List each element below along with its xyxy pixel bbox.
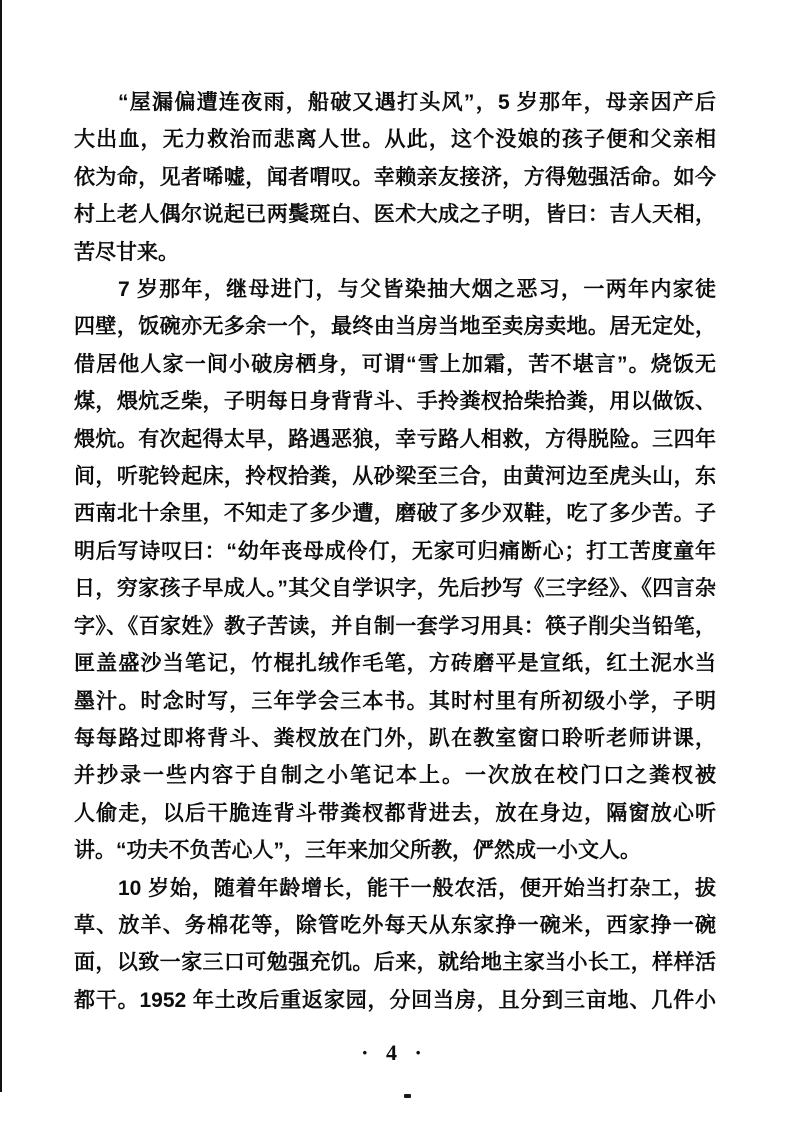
text-line: 每每路过即将背斗、粪杈放在门外，趴在教室窗口聆听老师讲课， bbox=[74, 726, 716, 750]
text-line: 讲。“功夫不负苦心人”，三年来加父所教，俨然成一小文人。 bbox=[74, 839, 641, 863]
text-line: 依为命，见者唏嘘，闻者喟叹。幸赖亲友接济，方得勉强活命。如今 bbox=[74, 165, 716, 189]
paragraph-2 bbox=[74, 271, 716, 870]
text-line: 面，以致一家三口可勉强充饥。后来，就给地主家当小长工，样样活 bbox=[74, 951, 716, 975]
left-edge-scan-line bbox=[0, 0, 2, 1092]
text-line: 苦尽甘来。 bbox=[74, 240, 179, 264]
text-line: 村上老人偶尔说起已两鬓斑白、医术大成之子明，皆曰：吉人天相， bbox=[74, 203, 716, 227]
text-line: 字》、《百家姓》教子苦读，并自制一套学习用具：筷子削尖当铅笔， bbox=[74, 614, 716, 638]
text-line: 都干。1952 年土改后重返家园，分回当房，且分到三亩地、几件小 bbox=[74, 988, 716, 1012]
text-line: “屋漏偏遭连夜雨，船破又遇打头风”，5 岁那年，母亲因产后 bbox=[118, 91, 716, 114]
text-line: 大出血，无力救治而悲离人世。从此，这个没娘的孩子便和父亲相 bbox=[74, 128, 716, 152]
text-line: 煤，煨炕乏柴，子明每日身背背斗、手拎粪杈拾柴拾粪，用以做饭、 bbox=[74, 390, 716, 414]
text-line: 草、放羊、务棉花等，除管吃外每天从东家挣一碗米，西家挣一碗 bbox=[74, 913, 716, 937]
text-line: 四壁，饭碗亦无多余一个，最终由当房当地至卖房卖地。居无定处， bbox=[74, 315, 716, 339]
text-line: 借居他人家一间小破房栖身，可谓“雪上加霜，苦不堪言”。烧饭无 bbox=[74, 352, 716, 376]
paragraph-3 bbox=[74, 870, 716, 1020]
text-line: 10 岁始，随着年龄增长，能干一般农活，便开始当打杂工，拔 bbox=[118, 876, 716, 900]
text-line: 日，穷家孩子早成人。”其父自学识字，先后抄写《三字经》、《四言杂 bbox=[74, 577, 716, 601]
paragraph-1 bbox=[74, 84, 716, 271]
text-line: 明后写诗叹曰：“幼年丧母成伶仃，无家可归痛断心；打工苦度童年 bbox=[74, 539, 716, 563]
ink-speck bbox=[404, 1094, 411, 1098]
text-line: 7 岁那年，继母进门，与父皆染抽大烟之恶习，一两年内家徒 bbox=[118, 278, 716, 302]
text-line: 并抄录一些内容于自制之小笔记本上。一次放在校门口之粪杈被 bbox=[74, 764, 716, 788]
text-line: 匣盖盛沙当笔记，竹棍扎绒作毛笔，方砖磨平是宣纸，红土泥水当 bbox=[74, 652, 716, 676]
text-line: 间，听驼铃起床，拎杈拾粪，从砂梁至三合，由黄河边至虎头山，东 bbox=[74, 465, 716, 489]
text-block bbox=[74, 84, 716, 1019]
text-line: 煨炕。有次起得太早，路遇恶狼，幸亏路人相救，方得脱险。三四年 bbox=[74, 427, 716, 451]
text-line: 墨汁。时念时写，三年学会三本书。其时村里有所初级小学，子明 bbox=[74, 689, 716, 713]
text-line: 人偷走，以后干脆连背斗带粪杈都背进去，放在身边，隔窗放心听 bbox=[74, 801, 716, 825]
page-number: · 4 · bbox=[361, 1040, 428, 1065]
text-line: 西南北十余里，不知走了多少遭，磨破了多少双鞋，吃了多少苦。子 bbox=[74, 502, 716, 526]
